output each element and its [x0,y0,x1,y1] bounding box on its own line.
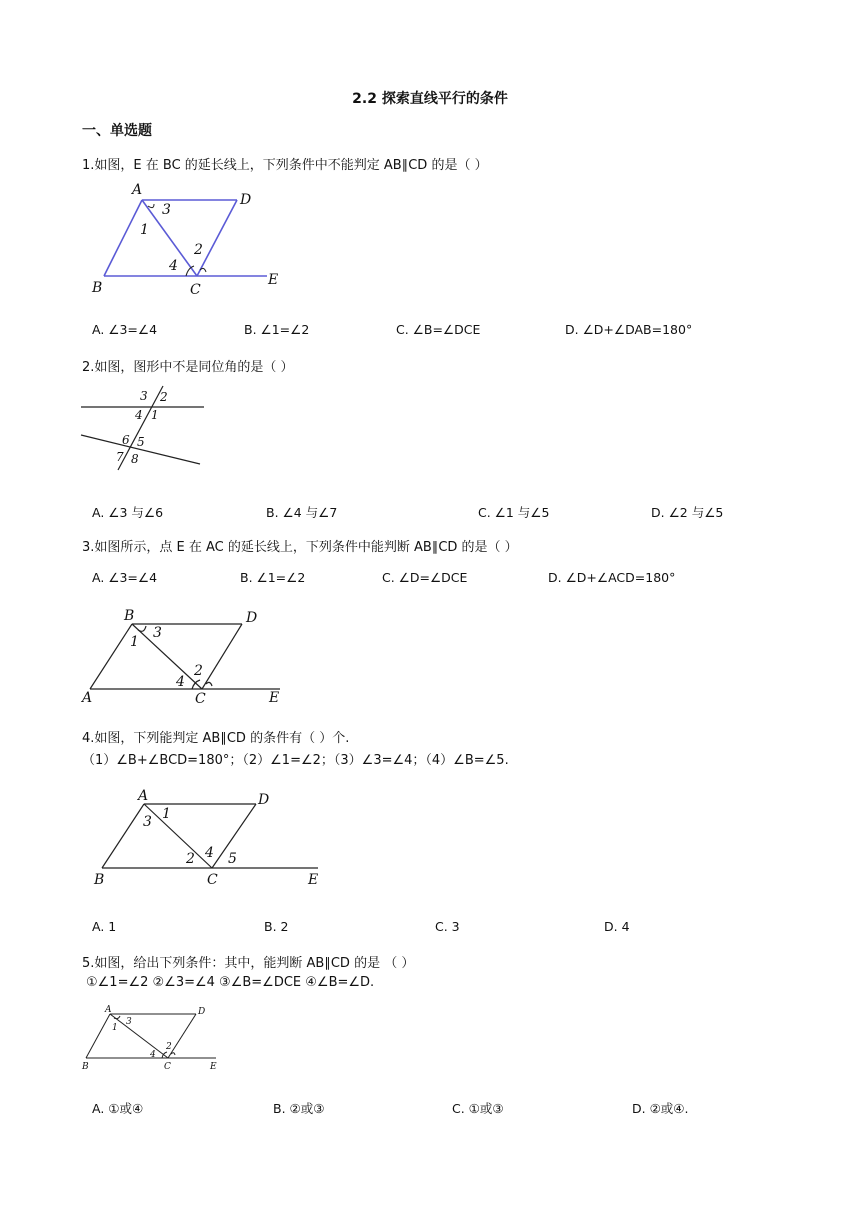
fig2-label-7: 7 [116,450,124,464]
fig2-label-4: 4 [135,408,143,422]
question-5-option-b[interactable]: B. ②或③ [273,1101,325,1116]
question-1-figure [82,176,312,301]
fig5-label-4: 4 [150,1050,156,1060]
question-5-stem: 5.如图，给出下列条件：其中，能判断 AB∥CD 的是 （ ） [82,956,415,971]
fig1-label-C: C [190,282,201,298]
question-1-option-d[interactable]: D. ∠D+∠DAB=180° [565,322,693,337]
fig4-label-C: C [207,872,218,888]
question-2-option-b[interactable]: B. ∠4 与∠7 [266,505,338,520]
question-5-figure [80,1002,226,1074]
fig5-label-E: E [210,1062,217,1072]
section-heading: 一、单选题 [82,123,152,139]
question-5-option-c[interactable]: C. ①或③ [452,1101,504,1116]
fig4-label-B: B [94,872,105,888]
fig5-label-D: D [198,1007,206,1017]
question-4-stem: 4.如图，下列能判定 AB∥CD 的条件有（ ）个. [82,731,350,746]
fig5-label-C: C [164,1062,171,1072]
fig5-label-2: 2 [166,1042,172,1052]
fig2-label-2: 2 [160,390,168,404]
fig3-label-B: B [124,608,135,624]
fig3-label-C: C [195,691,206,706]
fig2-label-8: 8 [131,452,139,466]
fig2-label-3: 3 [140,389,148,403]
question-5-option-a[interactable]: A. ①或④ [92,1101,144,1116]
question-4-figure [86,784,326,890]
fig3-label-1: 1 [130,634,139,650]
fig3-label-2: 2 [194,663,203,679]
fig3-label-D: D [246,610,258,626]
fig5-label-A: A [105,1005,112,1015]
fig2-label-1: 1 [151,408,159,422]
fig1-label-2: 2 [194,242,203,258]
question-3-stem: 3.如图所示，点 E 在 AC 的延长线上，下列条件中能判断 AB∥CD 的是（ ） [82,540,518,555]
fig1-label-B: B [92,280,103,296]
fig4-label-5: 5 [228,851,237,867]
question-1-option-a[interactable]: A. ∠3=∠4 [92,322,158,337]
fig2-label-5: 5 [137,435,145,449]
fig4-label-2: 2 [186,851,195,867]
question-3-option-a[interactable]: A. ∠3=∠4 [92,570,158,585]
question-5-conditions: ①∠1=∠2 ②∠3=∠4 ③∠B=∠DCE ④∠B=∠D. [86,975,375,990]
fig4-label-4: 4 [205,845,214,861]
fig3-label-4: 4 [176,674,185,690]
question-3-figure [80,604,290,706]
question-5-option-d[interactable]: D. ②或④. [632,1101,689,1116]
question-2-option-a[interactable]: A. ∠3 与∠6 [92,505,164,520]
fig1-label-A: A [132,182,143,198]
fig4-label-E: E [308,872,319,888]
fig3-label-A: A [82,690,93,706]
question-2-stem: 2.如图，图形中不是同位角的是（ ） [82,360,294,375]
question-4-option-c[interactable]: C. 3 [435,919,460,934]
fig1-label-1: 1 [140,222,149,238]
question-3-option-c[interactable]: C. ∠D=∠DCE [382,570,468,585]
page-title: 2.2 探索直线平行的条件 [352,91,508,107]
fig4-label-1: 1 [162,806,171,822]
fig1-label-3: 3 [162,202,171,218]
question-4-conditions: （1）∠B+∠BCD=180°；（2）∠1=∠2；（3）∠3=∠4；（4）∠B=∠5. [82,753,509,768]
fig3-label-3: 3 [153,625,162,641]
question-4-option-d[interactable]: D. 4 [604,919,630,934]
question-3-option-b[interactable]: B. ∠1=∠2 [240,570,306,585]
fig1-label-E: E [268,272,279,288]
question-4-option-a[interactable]: A. 1 [92,919,117,934]
question-3-option-d[interactable]: D. ∠D+∠ACD=180° [548,570,676,585]
fig1-label-4: 4 [169,258,178,274]
question-1-option-b[interactable]: B. ∠1=∠2 [244,322,310,337]
fig4-label-D: D [258,792,270,808]
fig5-label-1: 1 [112,1023,118,1033]
fig4-label-A: A [138,788,149,804]
question-2-option-d[interactable]: D. ∠2 与∠5 [651,505,724,520]
fig2-label-6: 6 [122,433,130,447]
question-2-option-c[interactable]: C. ∠1 与∠5 [478,505,550,520]
question-4-option-b[interactable]: B. 2 [264,919,289,934]
question-1-option-c[interactable]: C. ∠B=∠DCE [396,322,481,337]
fig5-label-3: 3 [126,1017,132,1027]
question-2-figure [78,382,208,472]
question-1-stem: 1.如图，E 在 BC 的延长线上，下列条件中不能判定 AB∥CD 的是（ ） [82,158,488,173]
fig5-label-B: B [82,1062,89,1072]
fig1-label-D: D [240,192,252,208]
fig4-label-3: 3 [143,814,152,830]
fig3-label-E: E [269,690,280,706]
